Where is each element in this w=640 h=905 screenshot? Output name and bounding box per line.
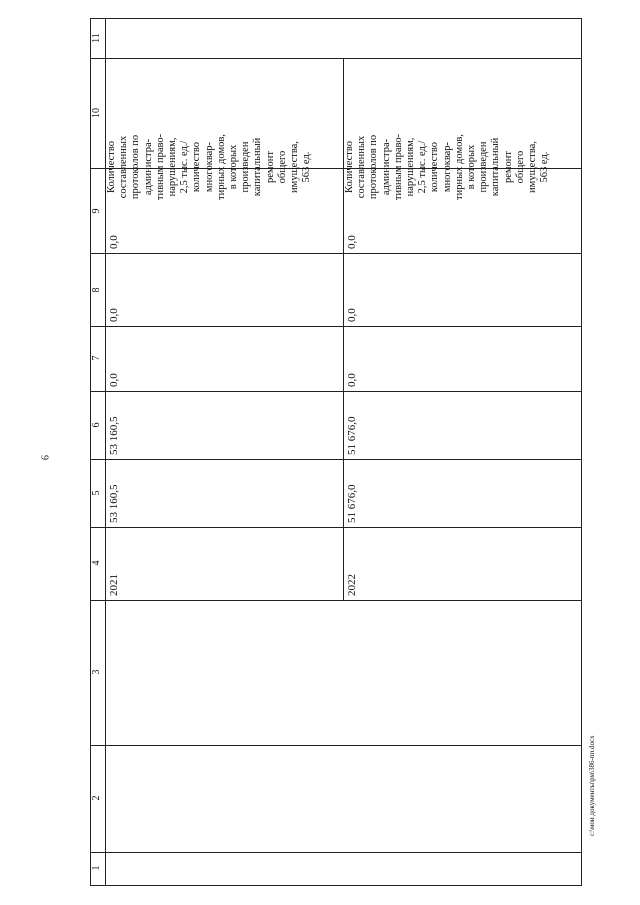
description-line: протоколов по [368, 134, 380, 200]
row-2022-col9-text: 0,0 [346, 235, 358, 249]
col-divider-4-3 [90, 600, 582, 601]
col-divider-3-2 [90, 745, 582, 746]
col-divider-6-5 [90, 459, 582, 460]
col-header-2: 2 [91, 795, 102, 801]
col-header-9: 9 [91, 208, 102, 214]
description-line: количество [191, 141, 203, 193]
description-line: 2,5 тыс. ед./ [417, 140, 429, 194]
col-divider-11-10 [90, 58, 582, 59]
row-2021-col7-text: 0,0 [108, 373, 120, 387]
description-line: имущества, [289, 141, 301, 193]
description-line: Количество [106, 140, 117, 194]
description-line: произведен [240, 141, 252, 193]
col-header-7: 7 [91, 355, 102, 361]
col-divider-9-8 [90, 253, 582, 254]
description-line: количество [429, 141, 441, 193]
row-2022-col8-text: 0,0 [346, 308, 358, 322]
description-line: капитальный [490, 137, 502, 197]
description-line: администра- [380, 138, 392, 196]
description-line: протоколов по [130, 134, 142, 200]
description-line: тивным право- [392, 133, 404, 201]
row-2022-col6-text: 51 676,0 [346, 416, 358, 455]
description-line: многоквар- [441, 141, 453, 193]
row-2022-year-text: 2022 [346, 574, 358, 596]
data-table [90, 18, 582, 886]
description-line: многоквар- [203, 141, 215, 193]
col-divider-8-7 [90, 326, 582, 327]
description-line: в которых [228, 144, 240, 190]
col-header-1: 1 [91, 865, 102, 871]
description-line: общего [514, 150, 526, 184]
row-2022-col5-text: 51 676,0 [346, 484, 358, 523]
description-line: капитальный [252, 137, 264, 197]
col-header-4: 4 [91, 560, 102, 566]
description-line: нарушениям, [167, 137, 179, 197]
col-header-3: 3 [91, 669, 102, 675]
description-line: нарушениям, [405, 137, 417, 197]
description-line: 563 ед. [301, 151, 313, 183]
description-line: ремонт [264, 151, 276, 184]
description-line: Количество [344, 140, 355, 194]
table-border-right [581, 18, 582, 886]
table-border-top [90, 18, 582, 19]
description-line: общего [276, 150, 288, 184]
description-line: тирных домов, [215, 134, 227, 200]
row-2021-description-text [106, 93, 313, 241]
description-line: произведен [478, 141, 490, 193]
description-line: составленных [118, 135, 130, 199]
description-line: в которых [466, 144, 478, 190]
row-2022-description-text [344, 93, 551, 241]
col-header-8: 8 [91, 287, 102, 293]
col-header-10: 10 [91, 108, 102, 118]
description-line: составленных [356, 135, 368, 199]
col-divider-7-6 [90, 391, 582, 392]
table-border-bottom [90, 885, 582, 886]
description-line: ремонт [502, 151, 514, 184]
col-divider-2-1 [90, 852, 582, 853]
page-number: 9 [38, 455, 50, 460]
description-line: имущества, [527, 141, 539, 193]
row-2021-col6-text: 53 160,5 [108, 416, 120, 455]
row-2021-year-text: 2021 [108, 574, 120, 596]
col-header-11: 11 [91, 33, 102, 43]
col-header-5: 5 [91, 490, 102, 496]
row-2021-col5-text: 53 160,5 [108, 484, 120, 523]
footer-file-path-text: c:\мои документы\рм\386-пп.docx [588, 735, 596, 836]
row-2022-col7-text: 0,0 [346, 373, 358, 387]
col-header-6: 6 [91, 422, 102, 428]
description-line: 2,5 тыс. ед./ [179, 140, 191, 194]
row-2021-col9-text: 0,0 [108, 235, 120, 249]
description-line: тирных домов, [453, 134, 465, 200]
row-2021-col8-text: 0,0 [108, 308, 120, 322]
description-line: тивным право- [154, 133, 166, 201]
col-divider-5-4 [90, 527, 582, 528]
description-line: администра- [142, 138, 154, 196]
table-border-left [90, 18, 91, 886]
description-line: 563 ед. [539, 151, 551, 183]
